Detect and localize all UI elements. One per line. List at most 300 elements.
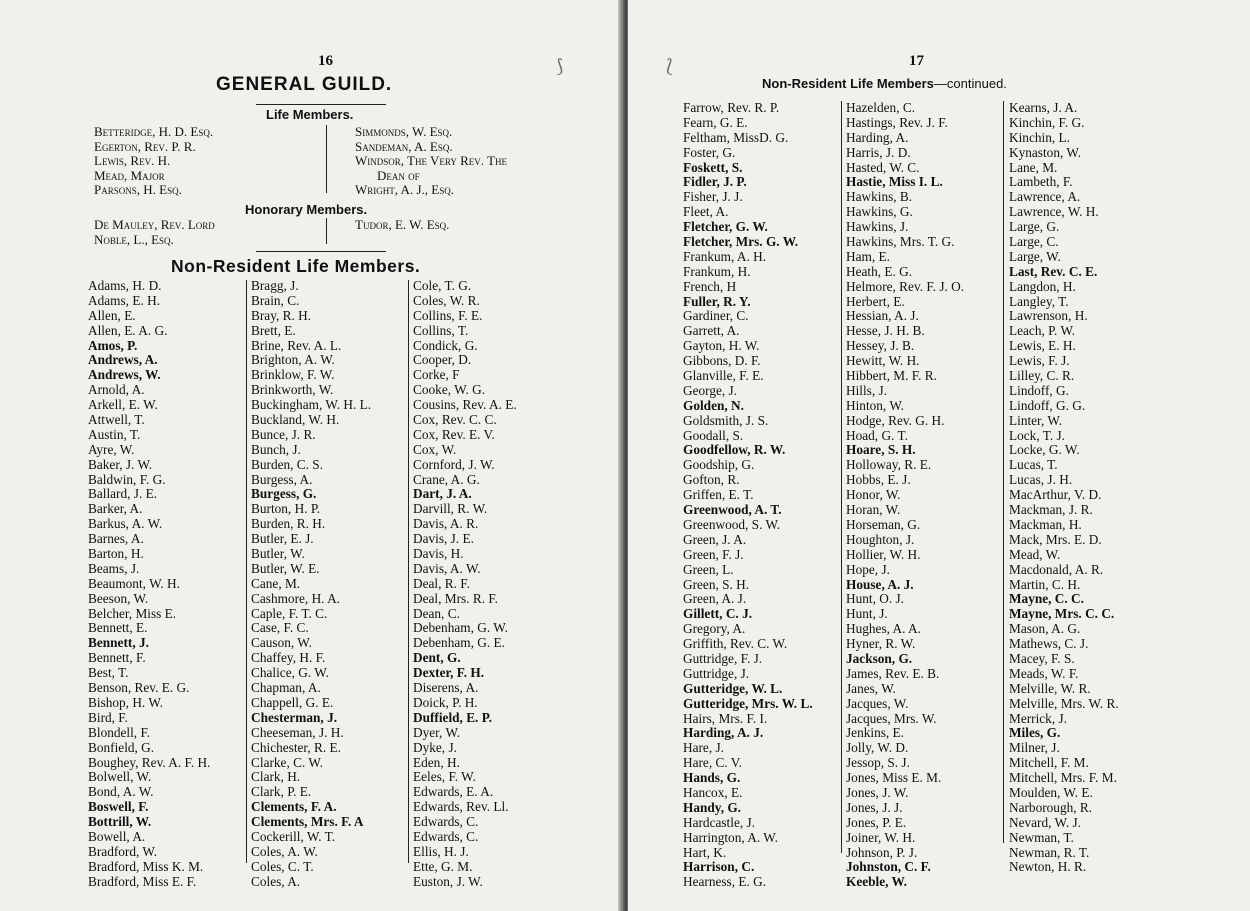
list-item: Foskett, S. [683, 159, 743, 175]
list-item: Kinchin, F. G. [1009, 114, 1085, 130]
list-item: Fleet, A. [683, 204, 729, 220]
list-item: Edwards, Rev. Ll. [413, 799, 509, 815]
list-item: Green, A. J. [683, 591, 747, 607]
list-item: Andrews, W. [88, 367, 161, 383]
list-item: Hunt, J. [846, 606, 888, 622]
list-item: Jacques, W. [846, 695, 909, 711]
list-item: Mayne, C. C. [1009, 591, 1084, 607]
list-item: Coles, A. W. [251, 843, 318, 859]
list-item: Hessian, A. J. [846, 308, 919, 324]
list-item: Baldwin, F. G. [88, 471, 166, 487]
list-item: Boswell, F. [88, 799, 149, 815]
list-item: Dean of [377, 167, 420, 183]
list-item: Goodship, G. [683, 457, 755, 473]
list-item: Mack, Mrs. E. D. [1009, 531, 1102, 547]
list-item: Gibbons, D. F. [683, 353, 761, 369]
list-item: Debenham, G. W. [413, 620, 508, 636]
list-item: Harris, J. D. [846, 144, 911, 160]
honorary-heading: Honorary Members. [245, 202, 368, 217]
list-item: Mitchell, F. M. [1009, 755, 1089, 771]
list-item: Butler, W. E. [251, 560, 320, 576]
list-item: Bishop, H. W. [88, 694, 163, 710]
list-item: Lane, M. [1009, 159, 1058, 175]
list-item: Greenwood, A. T. [683, 502, 782, 518]
list-item: Mathews, C. J. [1009, 636, 1089, 652]
list-item: Bottrill, W. [88, 814, 152, 830]
list-item: Frankum, H. [683, 263, 751, 279]
list-item: Dean, C. [413, 605, 460, 621]
list-item: Meads, W. F. [1009, 665, 1079, 681]
list-item: Kinchin, L. [1009, 129, 1070, 145]
list-item: Dyer, W. [413, 724, 461, 740]
list-item: Arkell, E. W. [88, 397, 158, 413]
non-resident-heading: Non-Resident Life Members. [171, 256, 421, 276]
list-item: Kynaston, W. [1009, 144, 1082, 160]
list-item: Bradford, Miss E. F. [88, 873, 197, 889]
list-item: Lucas, T. [1009, 457, 1058, 473]
list-item: Herbert, E. [846, 293, 905, 309]
list-item: Hesse, J. H. B. [846, 323, 925, 339]
list-item: Gayton, H. W. [683, 338, 760, 354]
list-item: Ellis, H. J. [413, 843, 469, 859]
list-item: Lilley, C. R. [1009, 368, 1075, 384]
divider [256, 251, 386, 252]
list-item: Lawrence, W. H. [1009, 204, 1099, 220]
list-item: Gillett, C. J. [683, 606, 753, 622]
list-item: Dexter, F. H. [413, 665, 485, 681]
list-item: Greenwood, S. W. [683, 516, 781, 532]
list-item: Eden, H. [413, 754, 460, 770]
list-item: Hoad, G. T. [846, 427, 908, 443]
list-item: Coles, C. T. [251, 858, 314, 874]
list-item: Blondell, F. [88, 724, 151, 740]
list-item: Frankum, A. H. [683, 248, 767, 264]
list-item: Hasted, W. C. [846, 159, 920, 175]
list-item: Linter, W. [1009, 412, 1063, 428]
list-item: Cox, Rev. E. V. [413, 426, 495, 442]
list-item: Clark, H. [251, 769, 301, 785]
list-item: Beeson, W. [88, 590, 149, 606]
list-item: Attwell, T. [88, 412, 145, 428]
list-item: Leach, P. W. [1009, 323, 1076, 339]
life-members-col1 [94, 125, 213, 198]
list-item: Collins, F. E. [413, 307, 483, 323]
list-item: Egerton, Rev. P. R. [94, 138, 196, 154]
list-item: Deal, Mrs. R. F. [413, 590, 498, 606]
list-item: Euston, J. W. [413, 873, 483, 889]
list-item: Fletcher, G. W. [683, 219, 768, 235]
list-item: Andrews, A. [88, 352, 158, 368]
list-item: Cooke, W. G. [413, 382, 486, 398]
list-item: Bond, A. W. [88, 784, 154, 800]
list-item: Melville, W. R. [1009, 680, 1091, 696]
right-page [628, 0, 1250, 911]
list-item: Allen, E. A. G. [88, 322, 168, 338]
list-item: Cashmore, H. A. [251, 590, 341, 606]
list-item: Condick, G. [413, 337, 478, 353]
list-item: Lindoff, G. [1009, 382, 1069, 398]
list-item: Lewis, Rev. H. [94, 153, 171, 169]
list-item: Bowell, A. [88, 828, 146, 844]
list-item: Best, T. [88, 665, 129, 681]
list-item: Mitchell, Mrs. F. M. [1009, 770, 1117, 786]
list-item: Dart, J. A. [413, 486, 472, 502]
list-item: Bray, R. H. [251, 307, 312, 323]
list-item: Milner, J. [1009, 740, 1060, 756]
list-item: Guttridge, J. [683, 665, 750, 681]
list-item: Hobbs, E. J. [846, 472, 911, 488]
list-item: Goodfellow, R. W. [683, 442, 786, 458]
list-item: Hewitt, W. H. [846, 353, 920, 369]
continued-heading [762, 76, 1007, 92]
list-item: Jones, Miss E. M. [846, 770, 942, 786]
list-item: Last, Rev. C. E. [1009, 263, 1098, 279]
list-item: Deal, R. F. [413, 575, 470, 591]
list-item: Hoare, S. H. [846, 442, 916, 458]
members-col2 [251, 279, 371, 890]
list-item: Dent, G. [413, 650, 461, 666]
page-blemish: ⟆ [556, 56, 564, 76]
list-item: House, A. J. [846, 576, 914, 592]
list-item: Davis, A. R. [413, 516, 479, 532]
list-item: Bennett, E. [88, 620, 148, 636]
list-item: Guttridge, F. J. [683, 650, 763, 666]
continued-heading-suffix: —continued. [933, 76, 1007, 91]
list-item: Mayne, Mrs. C. C. [1009, 606, 1115, 622]
list-item: Ballard, J. E. [88, 486, 158, 502]
list-item: Lock, T. J. [1009, 427, 1066, 443]
list-item: Goldsmith, J. S. [683, 412, 769, 428]
list-item: Austin, T. [88, 426, 141, 442]
list-item: Allen, E. [88, 307, 136, 323]
list-item: Merrick, J. [1009, 710, 1067, 726]
list-item: Green, S. H. [683, 576, 750, 592]
list-item: Ayre, W. [88, 441, 135, 457]
column-divider [1003, 101, 1004, 843]
list-item: Heath, E. G. [846, 263, 913, 279]
list-item: Hills, J. [846, 382, 888, 398]
list-item: Garrett, A. [683, 323, 740, 339]
list-item: Hairs, Mrs. F. I. [683, 710, 768, 726]
list-item: Holloway, R. E. [846, 457, 932, 473]
list-item: Langley, T. [1009, 293, 1069, 309]
list-item: Davis, A. W. [413, 560, 481, 576]
list-item: French, H [683, 278, 737, 294]
list-item: Bolwell, W. [88, 769, 152, 785]
list-item: Gutteridge, W. L. [683, 680, 783, 696]
list-item: Coles, A. [251, 873, 301, 889]
list-item: Cheeseman, J. H. [251, 724, 344, 740]
list-item: Jones, P. E. [846, 814, 907, 830]
list-item: Mackman, H. [1009, 516, 1082, 532]
list-item: George, J. [683, 382, 738, 398]
list-item: Golden, N. [683, 397, 744, 413]
members-col2 [846, 101, 964, 890]
page-title: GENERAL GUILD. [216, 74, 393, 95]
list-item: Jones, J. W. [846, 784, 909, 800]
column-divider [841, 101, 842, 853]
list-item: Gardiner, C. [683, 308, 749, 324]
list-item: Kearns, J. A. [1009, 100, 1078, 115]
list-item: Beams, J. [88, 560, 140, 576]
list-item: Honor, W. [846, 487, 901, 503]
list-item: Bennett, F. [88, 650, 146, 666]
list-item: Griffith, Rev. C. W. [683, 636, 788, 652]
list-item: Gutteridge, Mrs. W. L. [683, 695, 813, 711]
list-item: Clements, F. A. [251, 799, 337, 815]
list-item: Hastie, Miss I. L. [846, 174, 943, 190]
page-blemish: ⟅ [666, 56, 674, 76]
list-item: Macey, F. S. [1009, 650, 1075, 666]
list-item: Cornford, J. W. [413, 456, 495, 472]
list-item: Clarke, C. W. [251, 754, 324, 770]
list-item: Hardcastle, J. [683, 814, 755, 830]
list-item: Buckingham, W. H. L. [251, 397, 372, 413]
list-item: Cooper, D. [413, 352, 472, 368]
life-members-col2 [355, 125, 507, 198]
list-item: Arnold, A. [88, 382, 145, 398]
list-item: Feltham, MissD. G. [683, 129, 789, 145]
list-item: Hope, J. [846, 561, 890, 577]
continued-heading-main: Non-Resident Life Members [762, 76, 934, 91]
list-item: Gofton, R. [683, 472, 740, 488]
list-item: Hinton, W. [846, 397, 904, 413]
life-members-heading: Life Members. [266, 107, 354, 122]
list-item: Case, F. C. [251, 620, 309, 636]
list-item: Burgess, A. [251, 471, 313, 487]
list-item: Hare, J. [683, 740, 724, 756]
list-item: Amos, P. [88, 337, 138, 353]
list-item: Ham, E. [846, 248, 890, 264]
list-item: Green, J. A. [683, 531, 747, 547]
list-item: Hearness, E. G. [683, 874, 767, 890]
members-col1 [88, 279, 210, 890]
list-item: Large, C. [1009, 234, 1059, 250]
list-item: Moulden, W. E. [1009, 784, 1093, 800]
list-item: Burden, R. H. [251, 516, 326, 532]
list-item: Chapman, A. [251, 680, 321, 696]
list-item: Janes, W. [846, 680, 896, 696]
list-item: Harding, A. J. [683, 725, 764, 741]
list-item: Hawkins, J. [846, 219, 909, 235]
list-item: Cane, M. [251, 575, 301, 591]
list-item: Mackman, J. R. [1009, 502, 1093, 518]
list-item: Clements, Mrs. F. A [251, 814, 364, 830]
list-item: Fearn, G. E. [683, 114, 748, 130]
list-item: Brinkworth, W. [251, 382, 334, 398]
list-item: Ette, G. M. [413, 858, 473, 874]
list-item: Harding, A. [846, 129, 909, 145]
list-item: Chichester, R. E. [251, 739, 341, 755]
list-item: De Mauley, Rev. Lord [94, 217, 215, 232]
list-item: James, Rev. E. B. [846, 665, 940, 681]
list-item: Newton, H. R. [1009, 859, 1087, 875]
list-item: Belcher, Miss E. [88, 605, 177, 621]
list-item: Cox, W. [413, 441, 457, 457]
list-item: Coles, W. R. [413, 292, 480, 308]
list-item: Helmore, Rev. F. J. O. [846, 278, 965, 294]
column-divider [408, 280, 409, 863]
list-item: Cousins, Rev. A. E. [413, 397, 517, 413]
list-item: Harrison, C. [683, 859, 755, 875]
list-item: Corke, F [413, 367, 460, 383]
list-item: Locke, G. W. [1009, 442, 1080, 458]
list-item: Martin, C. H. [1009, 576, 1081, 592]
column-divider [326, 125, 327, 193]
list-item: Boughey, Rev. A. F. H. [88, 754, 211, 770]
list-item: Green, L. [683, 561, 734, 577]
list-item: Brain, C. [251, 292, 300, 308]
list-item: Mead, W. [1009, 546, 1061, 562]
list-item: Chaffey, H. F. [251, 650, 326, 666]
list-item: Hibbert, M. F. R. [846, 368, 937, 384]
list-item: Fletcher, Mrs. G. W. [683, 234, 799, 250]
list-item: Davis, J. E. [413, 531, 474, 547]
members-col3 [1009, 101, 1119, 875]
list-item: Cole, T. G. [413, 278, 472, 293]
list-item: Fuller, R. Y. [683, 293, 751, 309]
list-item: Barker, A. [88, 501, 143, 517]
list-item: Langdon, H. [1009, 278, 1076, 294]
list-item: Collins, T. [413, 322, 469, 338]
list-item: Chesterman, J. [251, 709, 338, 725]
list-item: Narborough, R. [1009, 799, 1093, 815]
list-item: Large, W. [1009, 248, 1061, 264]
list-item: Duffield, E. P. [413, 709, 492, 725]
list-item: Bird, F. [88, 709, 128, 725]
list-item: Nevard, W. J. [1009, 814, 1082, 830]
column-divider [246, 280, 247, 863]
list-item: Bonfield, G. [88, 739, 155, 755]
list-item: Barnes, A. [88, 531, 144, 547]
list-item: Hastings, Rev. J. F. [846, 114, 948, 130]
list-item: Hunt, O. J. [846, 591, 904, 607]
list-item: Doick, P. H. [413, 694, 478, 710]
list-item: Johnson, P. J. [846, 844, 918, 860]
list-item: Horseman, G. [846, 516, 921, 532]
list-item: Burgess, G. [251, 486, 317, 502]
list-item: Foster, G. [683, 144, 736, 160]
divider [256, 104, 386, 105]
list-item: Jones, J. J. [846, 799, 903, 815]
members-col1 [683, 101, 813, 890]
list-item: Johnston, C. F. [846, 859, 931, 875]
list-item: Lucas, J. H. [1009, 472, 1073, 488]
list-item: Baker, J. W. [88, 456, 153, 472]
list-item: Handy, G. [683, 799, 742, 815]
members-col3 [413, 279, 517, 890]
list-item: Buckland, W. H. [251, 412, 340, 428]
list-item: Burden, C. S. [251, 456, 324, 472]
list-item: Crane, A. G. [413, 471, 480, 487]
list-item: Brighton, A. W. [251, 352, 335, 368]
list-item: Jackson, G. [846, 650, 913, 666]
list-item: Bunce, J. R. [251, 426, 316, 442]
list-item: Tudor, E. W. Esq. [355, 217, 450, 232]
list-item: Goodall, S. [683, 427, 744, 443]
list-item: Benson, Rev. E. G. [88, 680, 190, 696]
list-item: Hawkins, B. [846, 189, 913, 205]
list-item: Jacques, Mrs. W. [846, 710, 937, 726]
list-item: Hart, K. [683, 844, 727, 860]
list-item: Dyke, J. [413, 739, 457, 755]
list-item: Sandeman, A. Esq. [355, 138, 453, 154]
list-item: Eeles, F. W. [413, 769, 476, 785]
list-item: Diserens, A. [413, 680, 479, 696]
list-item: Hughes, A. A. [846, 621, 921, 637]
list-item: Adams, H. D. [88, 278, 162, 293]
list-item: Bragg, J. [251, 278, 299, 293]
list-item: Jessop, S. J. [846, 755, 910, 771]
list-item: Edwards, E. A. [413, 784, 494, 800]
list-item: Mead, Major [94, 167, 165, 183]
list-item: Hawkins, Mrs. T. G. [846, 234, 955, 250]
list-item: Lawrenson, H. [1009, 308, 1088, 324]
list-item: Horan, W. [846, 502, 901, 518]
list-item: Miles, G. [1009, 725, 1061, 741]
list-item: Houghton, J. [846, 531, 915, 547]
list-item: Burton, H. P. [251, 501, 321, 517]
list-item: Bradford, W. [88, 843, 158, 859]
list-item: Darvill, R. W. [413, 501, 488, 517]
list-item: Noble, L., Esq. [94, 231, 174, 247]
list-item: Harrington, A. W. [683, 829, 778, 845]
page-number: 17 [909, 53, 924, 69]
list-item: Lindoff, G. G. [1009, 397, 1086, 413]
list-item: Adams, E. H. [88, 292, 161, 308]
list-item: Causon, W. [251, 635, 312, 651]
list-item: Large, G. [1009, 219, 1060, 235]
list-item: Hare, C. V. [683, 755, 742, 771]
list-item: Edwards, C. [413, 814, 479, 830]
list-item: Butler, W. [251, 546, 305, 562]
list-item: Barkus, A. W. [88, 516, 163, 532]
list-item: Bradford, Miss K. M. [88, 858, 204, 874]
list-item: Brine, Rev. A. L. [251, 337, 342, 353]
list-item: Davis, H. [413, 546, 464, 562]
honorary-col2 [355, 218, 449, 233]
list-item: Beaumont, W. H. [88, 575, 180, 591]
list-item: Melville, Mrs. W. R. [1009, 695, 1119, 711]
list-item: Edwards, C. [413, 828, 479, 844]
list-item: Hessey, J. B. [846, 338, 915, 354]
list-item: Lewis, E. H. [1009, 338, 1076, 354]
list-item: Simmonds, W. Esq. [355, 124, 453, 139]
list-item: Cox, Rev. C. C. [413, 412, 497, 428]
list-item: Mason, A. G. [1009, 621, 1081, 637]
list-item: Bunch, J. [251, 441, 301, 457]
list-item: Chappell, G. E. [251, 694, 334, 710]
list-item: Barton, H. [88, 546, 144, 562]
list-item: Jenkins, E. [846, 725, 904, 741]
list-item: Keeble, W. [846, 874, 907, 890]
list-item: Clark, P. E. [251, 784, 312, 800]
list-item: Newman, R. T. [1009, 844, 1090, 860]
list-item: Lambeth, F. [1009, 174, 1073, 190]
honorary-col1 [94, 218, 215, 247]
list-item: Caple, F. T. C. [251, 605, 328, 621]
list-item: MacArthur, V. D. [1009, 487, 1102, 503]
list-item: Hazelden, C. [846, 100, 916, 115]
list-item: Glanville, F. E. [683, 368, 764, 384]
list-item: Brett, E. [251, 322, 296, 338]
list-item: Newman, T. [1009, 829, 1074, 845]
list-item: Wright, A. J., Esq. [355, 182, 454, 198]
list-item: Griffen, E. T. [683, 487, 754, 503]
list-item: Farrow, Rev. R. P. [683, 100, 780, 115]
list-item: Betteridge, H. D. Esq. [94, 124, 214, 139]
list-item: Hollier, W. H. [846, 546, 921, 562]
